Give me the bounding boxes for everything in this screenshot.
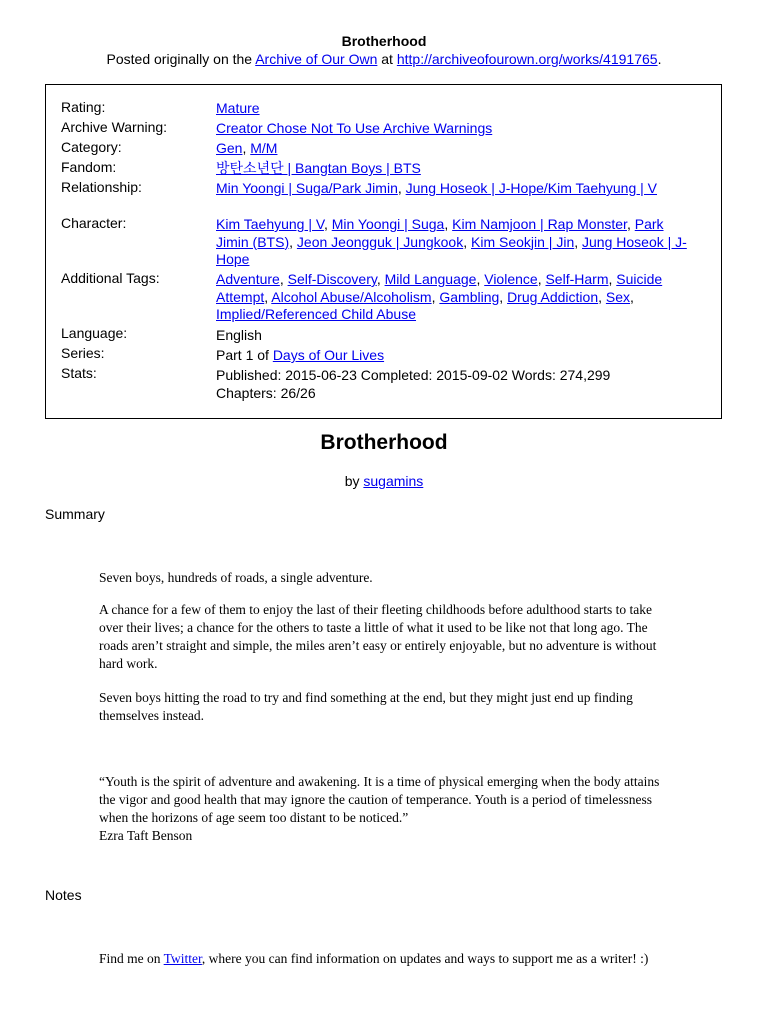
summary-paragraph: Seven boys, hundreds of roads, a single adventure. xyxy=(99,570,373,585)
tag-link[interactable]: Sex xyxy=(605,288,631,305)
rating-link[interactable]: Mature xyxy=(216,100,260,116)
tags-label: Additional Tags: xyxy=(61,270,160,286)
fandom-label: Fandom: xyxy=(61,159,117,175)
summary-quote: “Youth is the spirit of adventure and awakening. It is a time of physical emerging when the body attains the vigor and good health that may ignore the caution of temperance. Youth is a period of timelessness when the horizons of age seem too distant to be noticed.” xyxy=(99,774,660,825)
tag-link[interactable]: Adventure xyxy=(216,271,280,287)
rating-label: Rating: xyxy=(61,99,106,115)
fandom-link[interactable]: 방탄소년단 | Bangtan Boys | BTS xyxy=(216,160,421,176)
author-link[interactable]: sugamins xyxy=(363,473,424,489)
twitter-link[interactable]: Twitter xyxy=(163,951,202,966)
tag-link[interactable]: Mild Language xyxy=(384,271,477,287)
summary-paragraph: Seven boys hitting the road to try and find something at the end, but they might just end up finding themselves instead. xyxy=(99,690,633,723)
posted-line xyxy=(0,50,768,68)
character-link[interactable]: Kim Seokjin | Jin xyxy=(471,233,575,250)
character-link[interactable]: Jeon Jeongguk | Jungkook xyxy=(296,233,464,250)
category-link[interactable]: M/M xyxy=(250,140,278,156)
language-value: English xyxy=(216,327,262,343)
header-title: Brotherhood xyxy=(341,33,427,49)
relationship-link[interactable]: Jung Hoseok | J-Hope/Kim Taehyung | V xyxy=(405,180,658,196)
character-label: Character: xyxy=(61,215,127,231)
notes-prefix: Find me on xyxy=(99,951,161,966)
posted-at: at xyxy=(381,51,393,67)
character-link[interactable]: Kim Namjoon | Rap Monster xyxy=(452,216,627,232)
meta-box: Rating: Mature Archive Warning: Creator Chose Not To Use Archive Warnings Category: Gen, M/M Fandom: 방탄소년단 | Bangtan Boys | BTS Relationship: Min Yoongi | Suga/Park Jimin, Jung Hoseok | J-Hope/Kim Taehyung | V Character: Kim Taehyung | V, Min Yoongi | Suga, Kim Namjoon | Rap Monster, Park Jimin (BTS), Jeon Jeongguk | Jungkook, Kim Seokjin | Jin, Jung Hoseok | J-Hope Additional Tags: Adventure, Self-Discovery, Mild Language, Violence, Self-Harm, Suicide Attempt, Alcohol Abuse/Alcoholism, Gambling, Drug Addiction, Sex, Implied/Referenced Child Abuse Language: English Series: Part 1 of Days of Our Lives Stats: Published: 2015-06-23 Completed: 2015-09-02 Words: 274,299 Chapters: 26/26 xyxy=(45,84,722,419)
character-link[interactable]: Kim Taehyung | V xyxy=(216,216,324,232)
by-text: by xyxy=(344,473,360,489)
notes-suffix: , where you can find information on updates and ways to support me as a writer! :) xyxy=(201,951,649,966)
tag-link[interactable]: Drug Addiction xyxy=(507,288,599,305)
notes-paragraph xyxy=(99,950,679,968)
tag-link[interactable]: Self-Discovery xyxy=(287,271,377,287)
warning-label: Archive Warning: xyxy=(61,119,168,135)
series-prefix: Part 1 of xyxy=(216,347,269,363)
summary-paragraph: A chance for a few of them to enjoy the last of their fleeting childhoods before adulthood starts to take over their lives; a chance for the others to taste a little of what it used to be like not that long ago. The roads aren’t straight and simple, the miles aren’t easy or entirely enjoyable, but no adventure is without hard work. xyxy=(99,602,657,671)
language-label: Language: xyxy=(61,325,128,341)
character-link[interactable]: Min Yoongi | Suga xyxy=(331,216,445,232)
character-link[interactable]: Jung Hoseok | J-Hope xyxy=(216,233,687,267)
work-title: Brotherhood xyxy=(320,431,448,454)
category-link[interactable]: Gen xyxy=(216,140,243,156)
quote-author: Ezra Taft Benson xyxy=(99,828,193,843)
warning-link[interactable]: Creator Chose Not To Use Archive Warnings xyxy=(216,120,493,136)
tag-link[interactable]: Implied/Referenced Child Abuse xyxy=(216,306,417,322)
work-url-link[interactable]: http://archiveofourown.org/works/4191765 xyxy=(396,51,658,67)
relationship-label: Relationship: xyxy=(61,179,142,195)
tag-link[interactable]: Gambling xyxy=(439,288,500,305)
posted-period: . xyxy=(657,51,662,67)
stats-label: Stats: xyxy=(61,365,97,381)
series-label: Series: xyxy=(61,345,105,361)
series-link[interactable]: Days of Our Lives xyxy=(272,347,385,363)
tag-link[interactable]: Alcohol Abuse/Alcoholism xyxy=(271,288,432,305)
stats-line-2: Chapters: 26/26 xyxy=(216,384,316,401)
tag-link[interactable]: Self-Harm xyxy=(545,271,609,287)
tag-link[interactable]: Suicide Attempt xyxy=(216,271,663,305)
tag-link[interactable]: Violence xyxy=(484,271,538,287)
archive-link[interactable]: Archive of Our Own xyxy=(255,51,378,67)
notes-heading: Notes xyxy=(45,887,82,903)
summary-heading: Summary xyxy=(45,506,105,522)
relationship-link[interactable]: Min Yoongi | Suga/Park Jimin xyxy=(216,180,398,196)
character-link[interactable]: Park Jimin (BTS) xyxy=(216,216,664,250)
posted-prefix: Posted originally on the xyxy=(106,51,253,67)
category-label: Category: xyxy=(61,139,122,155)
stats-line-1: Published: 2015-06-23 Completed: 2015-09-02 Words: 274,299 xyxy=(216,367,611,383)
byline xyxy=(0,473,768,489)
